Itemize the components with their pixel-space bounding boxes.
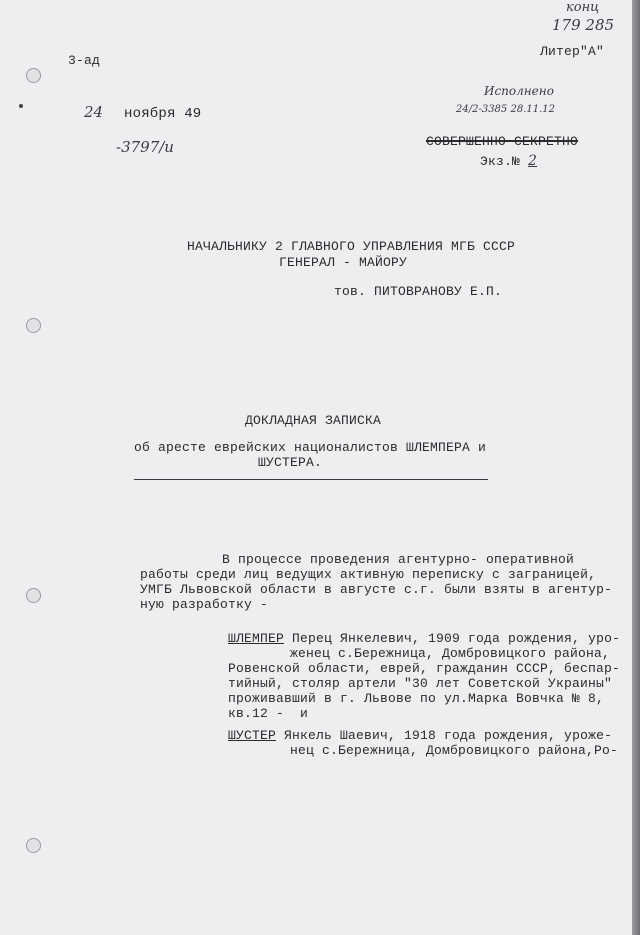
body-line: работы среди лиц ведущих активную переписку с заграницей, [140,567,597,582]
person2-surname: ШУСТЕР [228,728,277,743]
page-edge-shadow [632,0,640,935]
person1-line: Ровенской области, еврей, гражданин СССР, беспар- [228,661,621,676]
punch-hole [26,588,41,603]
document-heading: ДОКЛАДНАЯ ЗАПИСКА [245,413,382,428]
body-line: В процессе проведения агентурно- оперативной [222,552,575,567]
title-underline [134,479,488,480]
person2-line: нец с.Бережница, Домбровицкого района,Ро- [290,743,619,758]
person2-first-line: ШУСТЕР Янкель Шаевич, 1918 года рождения, уроже- [228,728,613,743]
person1-line: кв.12 - и [228,706,309,721]
addressee-line1: НАЧАЛЬНИКУ 2 ГЛАВНОГО УПРАВЛЕНИЯ МГБ СССР [187,239,516,254]
corner-handwritten-note: конц [566,0,600,15]
subject-line2: ШУСТЕРА. [258,455,323,470]
punch-hole [26,838,41,853]
person1-surname: ШЛЕМПЕР [228,631,285,646]
addressee-line3: тов. ПИТОВРАНОВУ Е.П. [334,284,503,299]
addressee-line2: ГЕНЕРАЛ - МАЙОРУ [279,255,408,270]
page-number-handwritten: 179 285 [552,16,615,34]
punch-hole [26,68,41,83]
copy-number-line [480,153,537,169]
subject-line1: об аресте еврейских националистов ШЛЕМПЕРА и [134,440,487,455]
archive-stamp-line1: Исполнено [484,84,554,98]
copy-number: 2 [528,153,538,169]
date-month-year: ноября 49 [124,106,202,122]
copy-label: Экз.№ [480,154,521,169]
secrecy-classification: СОВЕРШЕННО СЕКРЕТНО [426,134,579,149]
person1-line: проживавший в г. Львове по ул.Марка Вовчка № 8, [228,691,605,706]
body-line: ную разработку - [140,597,269,612]
body-line: УМГБ Львовской области в августе с.г. были взяты в агентур- [140,582,613,597]
person1-line: тийный, столяр артели "30 лет Советской Украины" [228,676,613,691]
archive-stamp-line2: 24/2-3385 28.11.12 [456,104,555,115]
document-ref: 3-ад [68,53,101,68]
person1-first-line: ШЛЕМПЕР Перец Янкелевич, 1909 года рождения, уро- [228,631,621,646]
registration-number: -3797/и [116,138,174,156]
person1-line: женец с.Бережница, Домбровицкого района, [290,646,611,661]
liter-label: Литер"А" [540,44,605,59]
ink-dot [19,104,23,108]
punch-hole [26,318,41,333]
date-day-handwritten: 24 [84,103,104,121]
